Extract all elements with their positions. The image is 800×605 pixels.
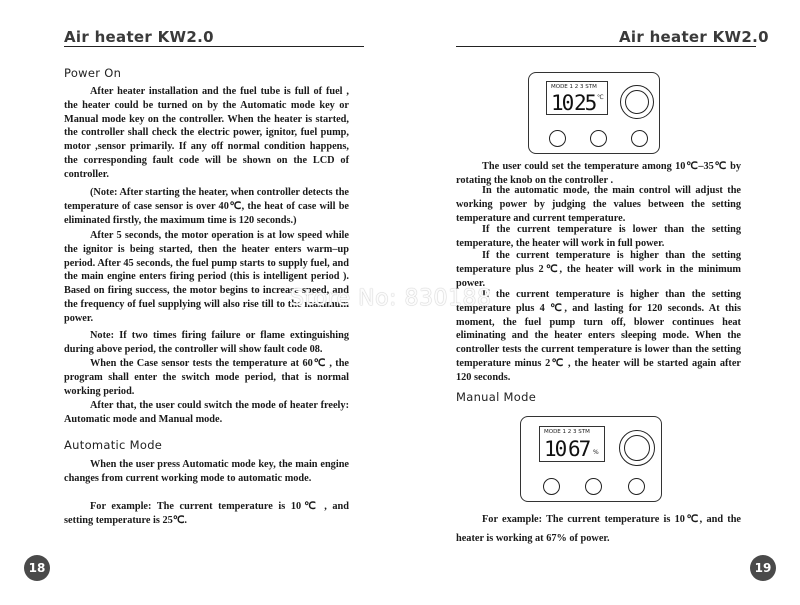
paragraph: For example: The current temperature is 10℃, and the heater is working at 67% of power. [456, 514, 741, 544]
page-number-badge: 18 [24, 555, 50, 581]
button-icon [549, 130, 566, 147]
note-paragraph: (Note: After starting the heater, when controller detects the temperature of case sensor is over 40℃, the heat of case will be eliminated firstly, the maximum time is 120 seconds.) [64, 187, 349, 226]
page-header: Air heater KW2.0 [619, 28, 769, 46]
lcd-current-value: 10 [551, 91, 573, 115]
controller-illustration-automatic [528, 72, 660, 154]
paragraph: The user could set the temperature among 10℃–35℃ by rotating the knob on the controller . [456, 161, 741, 186]
knob-inner-ring [624, 435, 650, 461]
button-icon [590, 130, 607, 147]
lcd-unit: % [593, 449, 599, 456]
paragraph: After 5 seconds, the motor operation is at low speed while the ignitor is being started, then the heater enters warm–up period. After 45 seconds, the fuel pump starts to supply fuel, and the main engine enters firing period (this is intelligent period ). Based on firing success, the motor begins to increase speed, and the frequency of fuel supplying will also rise till to the maximum power. [64, 230, 349, 324]
header-rule [64, 46, 364, 47]
knob-icon [620, 85, 654, 119]
button-icon [628, 478, 645, 495]
button-icon [585, 478, 602, 495]
section-title-automatic-mode: Automatic Mode [64, 438, 163, 452]
paragraph: When the Case sensor tests the temperature at 60℃ , the program shall enter the switch mode period, that is normal working period. [64, 358, 349, 397]
paragraph: After heater installation and the fuel tube is full of fuel , the heater could be turned on by the Automatic mode key or Manual mode key on the controller. When the heater is started, the controller shall check the electric power, ignitor, fuel pump, motor ,sensor primarily. If any off normal condition happens, the corresponding fault code will be shown on the LCD of controller. [64, 86, 349, 180]
paragraph: If the current temperature is lower than the setting temperature, the heater will work in full power. [456, 224, 741, 249]
paragraph: For example: The current temperature is 10℃ , and setting temperature is 25℃. [64, 501, 349, 526]
button-icon [543, 478, 560, 495]
lcd-mode-indicator: MODE 1 2 3 STM [544, 429, 590, 435]
paragraph: After that, the user could switch the mode of heater freely: Automatic mode and Manual mode. [64, 400, 349, 425]
knob-icon [619, 430, 655, 466]
paragraph: When the user press Automatic mode key, the main engine changes from current working mode to automatic mode. [64, 459, 349, 484]
page-number-badge: 19 [750, 555, 776, 581]
controller-illustration-manual [520, 416, 662, 502]
paragraph: If the current temperature is higher than the setting temperature plus 2℃, the heater will work in the minimum power. [456, 250, 741, 289]
lcd-mode-indicator: MODE 1 2 3 STM [551, 84, 597, 90]
note-paragraph: Note: If two times firing failure or flame extinguishing during above period, the controller will show fault code 08. [64, 330, 349, 355]
lcd-screen [546, 81, 608, 115]
section-title-power-on: Power On [64, 66, 122, 80]
lcd-setting-value: 25 [574, 91, 596, 115]
knob-inner-ring [625, 90, 649, 114]
section-title-manual-mode: Manual Mode [456, 390, 537, 404]
button-icon [631, 130, 648, 147]
page-header: Air heater KW2.0 [64, 28, 214, 46]
lcd-current-value: 10 [544, 437, 566, 461]
lcd-power-value: 67 [568, 437, 590, 461]
header-rule [456, 46, 756, 47]
paragraph: In the automatic mode, the main control will adjust the working power by judging the values between the setting temperature and current temperature. [456, 185, 741, 224]
lcd-unit: ℃ [597, 94, 604, 101]
store-watermark: Store No: 830188 [290, 286, 492, 311]
lcd-screen [539, 426, 605, 462]
paragraph: If the current temperature is higher than the setting temperature plus 4 ℃, and lasting for 120 seconds. At this moment, the fuel pump turn off, blower continues heat eliminating and the heater enters sleeping mode. When the controller tests the current temperature is lower than the setting temperature minus 2℃ , the heater will be started again after 120 seconds. [456, 289, 741, 383]
